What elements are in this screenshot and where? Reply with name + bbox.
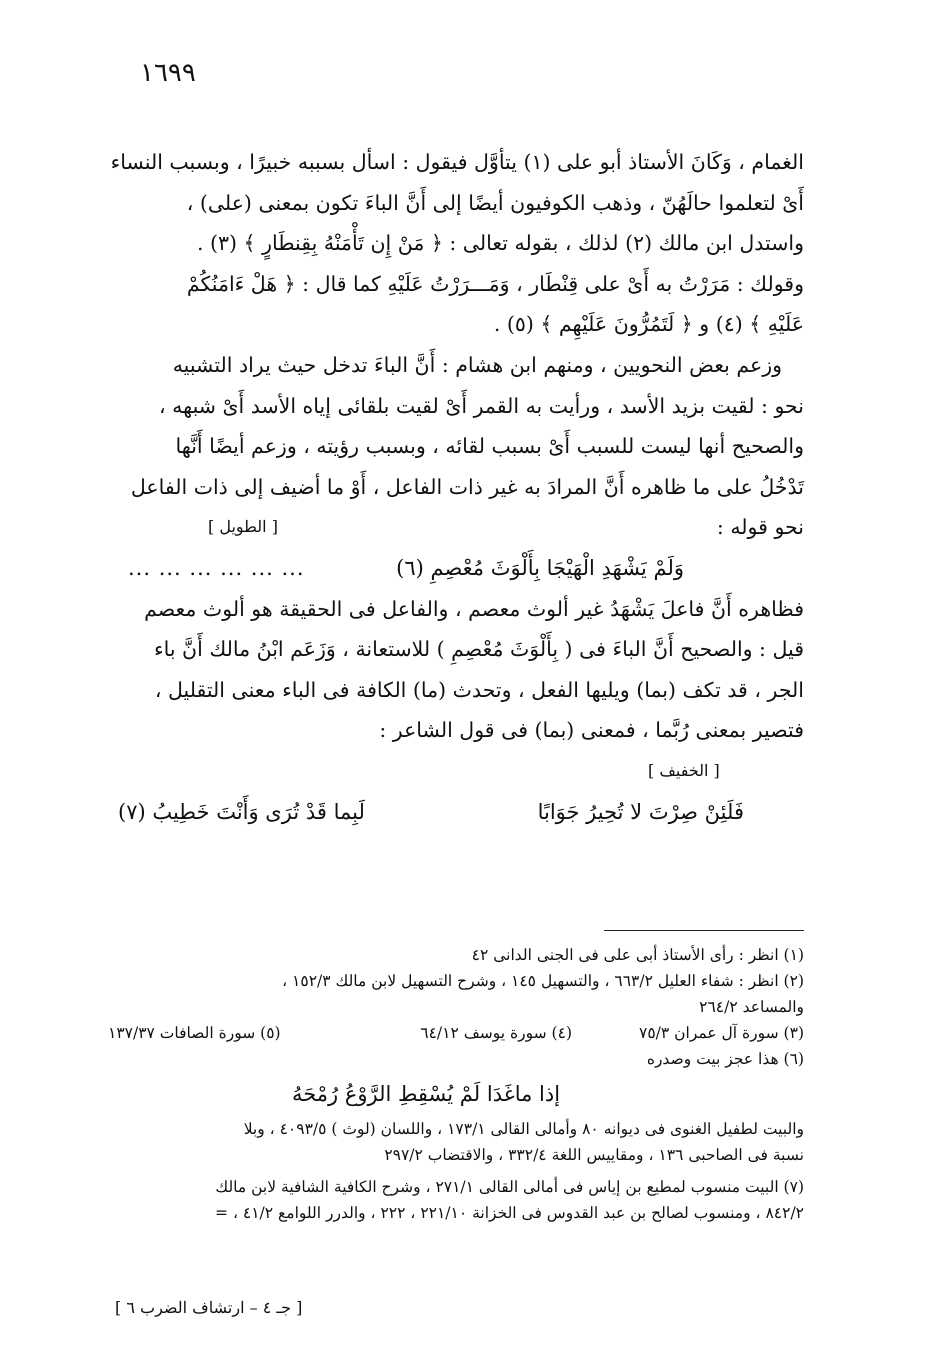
verse-hemistich: فَلَئِنْ صِرْتَ لا تُحِيرُ جَوَابًا [537,799,744,824]
verse-hemistich: لَبِما قَدْ تُرَى وَأَنْتَ خَطِيبُ (٧) [118,799,365,824]
text-line: أَىْ لتعلموا حالَهُنّ ، وذهب الكوفيون أيضًا إلى أَنَّ الباءَ تكون بمعنى (على) ، [186,190,804,215]
footnote: والمساعد ٢٦٤/٢ [699,998,804,1016]
footnote: ٨٤٢/٢ ، ومنسوب لصالح بن عبد القدوس فى الخزانة ٢٢١/١٠ ، ٢٢٢ ، والدرر اللوامع ٤١/٢ ، = [215,1204,804,1222]
footnote: والبيت لطفيل الغنوى فى ديوانه ٨٠ وأمالى القالى ١٧٣/١ ، واللسان (لوث ) ٤٠٩٣/٥ ، وبلا [243,1120,804,1138]
text-line: واستدل ابن مالك (٢) لذلك ، بقوله تعالى : ﴿ مَنْ إِن تَأْمَنْهُ بِقِنطَارٍ ﴾ (٣) . [197,231,804,256]
verse-ellipsis: ... ... ... ... ... ... [128,555,305,580]
footnote-row [108,1020,804,1046]
text-line: قيل : والصحيح أَنَّ الباءَ فى ( بِأَلْوَثَ مُعْصِمِ ) للاستعانة ، وَزَعَم ابْنُ مالك أَنَّ باء [153,637,804,662]
verse-line [108,792,804,833]
footnotes [108,942,804,1226]
text-line: فظاهره أَنَّ فاعلَ يَشْهَدُ غير ألوث معصم ، والفاعل فى الحقيقة هو ألوث معصم [144,596,804,621]
text-line: الجر ، قد تكف (بما) ويليها الفعل ، وتحدث (ما) الكافة فى الباء معنى التقليل ، [154,677,804,702]
text-line: تَدْخُلُ على ما ظاهره أَنَّ المرادَ به غير ذات الفاعل ، أَوْ ما أضيف إلى ذات الفاعل [130,474,804,499]
footnote: (٦) هذا عجز بيت وصدره [646,1050,804,1068]
footnote: (١) انظر : رأى الأستاذ أبى على فى الجنى الدانى ٤٢ [471,946,804,964]
text-line: عَلَيْهِ ﴾ (٤) و ﴿ لَتَمُرُّونَ عَلَيْهِم ﴾ (٥) . [493,312,804,337]
meter-label: [ الخفيف ] [648,760,720,780]
footnote: (٧) البيت منسوب لمطيع بن إياس فى أمالى القالى ٢٧١/١ ، وشرح الكافية الشافية لابن مالك [215,1178,804,1196]
footnote: (٣) سورة آل عمران ٧٥/٣ [639,1024,804,1042]
footnote: (٤) سورة يوسف ٦٤/١٢ [420,1024,572,1042]
text-line: وقولك : مَرَرْتُ به أَىْ على قِنْطَار ، وَمَـــرَرْتُ عَلَيْهِ كما قال : ﴿ هَلْ ءَامَنُكُمْ [186,271,804,296]
page-number: ١٦٩٩ [140,58,196,88]
verse-line [108,548,804,589]
text-line: نحو : لقيت بزيد الأسد ، ورأيت به القمر أَىْ لقيت بلقائى إياه الأسد أَىْ شبهه ، [159,393,804,418]
footnote-rule [604,930,804,931]
text-line: الغمام ، وَكَانَ الأستاذ أبو على (١) يتأوَّل فيقول : اسأل بسببه خبيرًا ، وبسبب النساء [110,150,804,174]
footnote-verse: إذا ماغَدَا لَمْ يُسْقِطِ الرَّوْعُ رُمْحَهُ [291,1082,561,1106]
meter-row [108,507,804,548]
meter-row [108,751,804,792]
text-line: فتصير بمعنى رُبَّما ، فمعنى (بما) فى قول الشاعر : [379,718,804,743]
text-line: نحو قوله : [716,515,804,540]
text-line: والصحيح أنها ليست للسبب أَىْ بسبب لقائه ، وبسبب رؤيته ، وزعم أيضًا أَنَّها [175,434,804,459]
meter-label: [ الطويل ] [208,517,278,537]
footnote: نسبة فى الصاحبى ١٣٦ ، ومقاييس اللغة ٣٣٢/٤ ، والاقتضاب ٢٩٧/٢ [384,1146,804,1164]
text-line: وزعم بعض النحويين ، ومنهم ابن هشام : أَنَّ الباءَ تدخل حيث يراد التشبيه [172,352,782,377]
main-text [108,142,804,832]
footnote: (٢) انظر : شفاء العليل ٦٦٣/٢ ، والتسهيل ١٤٥ ، وشرح التسهيل لابن مالك ١٥٢/٣ ، [282,972,804,990]
verse-hemistich: وَلَمْ يَشْهَدِ الْهَيْجَا بِأَلْوَثَ مُعْصِمِ (٦) [396,555,684,580]
footnote: (٥) سورة الصافات ١٣٧/٣٧ [108,1024,281,1042]
signature-mark: [ جـ ٤ – ارتشاف الضرب ٦ ] [115,1298,303,1317]
